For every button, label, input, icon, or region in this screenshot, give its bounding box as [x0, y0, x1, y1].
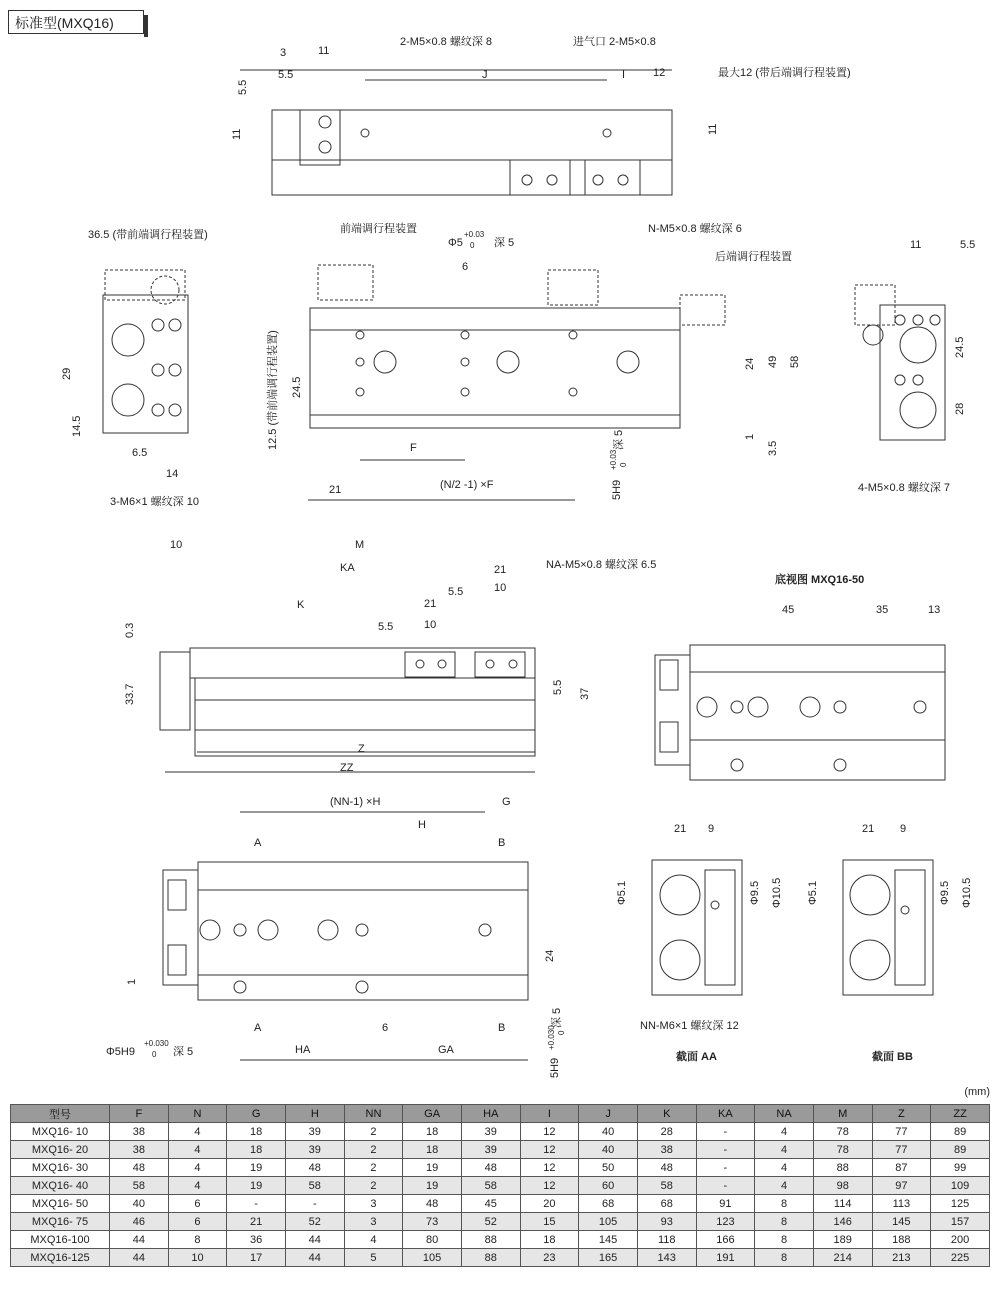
- dim-tolerance: +0.03: [609, 449, 618, 470]
- dim-label: 3.5: [767, 440, 779, 456]
- table-cell: 125: [931, 1195, 990, 1213]
- table-cell: 48: [110, 1159, 169, 1177]
- table-cell: 58: [637, 1177, 696, 1195]
- dim-label: 24: [744, 357, 756, 370]
- table-cell: 23: [520, 1249, 579, 1267]
- table-cell: 48: [637, 1159, 696, 1177]
- table-cell: 38: [637, 1141, 696, 1159]
- dim-label: 45: [782, 604, 795, 616]
- table-cell: 18: [403, 1141, 462, 1159]
- table-cell: 4: [344, 1231, 403, 1249]
- table-cell: 8: [755, 1213, 814, 1231]
- dim-tolerance: 0: [619, 462, 628, 467]
- table-cell: 68: [637, 1195, 696, 1213]
- dim-label: 24.5: [291, 376, 303, 398]
- table-cell: 44: [110, 1249, 169, 1267]
- table-cell: 39: [461, 1123, 520, 1141]
- dim-label: 10: [424, 619, 437, 631]
- model-cell: MXQ16- 40: [11, 1177, 110, 1195]
- table-cell: 146: [813, 1213, 872, 1231]
- table-cell: 93: [637, 1213, 696, 1231]
- table-cell: 2: [344, 1177, 403, 1195]
- table-cell: 12: [520, 1123, 579, 1141]
- table-cell: 12: [520, 1159, 579, 1177]
- dim-label: 5.5: [278, 69, 294, 81]
- table-cell: -: [285, 1195, 344, 1213]
- column-header: ZZ: [931, 1105, 990, 1123]
- table-cell: 39: [461, 1141, 520, 1159]
- table-cell: 77: [872, 1141, 931, 1159]
- table-cell: 10: [168, 1249, 227, 1267]
- dim-label: Z: [358, 743, 365, 755]
- table-cell: 18: [520, 1231, 579, 1249]
- table-cell: 2: [344, 1141, 403, 1159]
- table-cell: 40: [579, 1123, 638, 1141]
- bottom-view-title: 底视图 MXQ16-50: [775, 574, 865, 586]
- bottom-front-view-outline: [163, 812, 528, 1060]
- column-header: M: [813, 1105, 872, 1123]
- table-cell: 78: [813, 1123, 872, 1141]
- table-cell: 87: [872, 1159, 931, 1177]
- table-cell: 88: [461, 1231, 520, 1249]
- dim-label: (N/2 -1) ×F: [440, 479, 494, 491]
- table-cell: 20: [520, 1195, 579, 1213]
- dim-label: 13: [928, 604, 941, 616]
- table-row: [11, 1177, 990, 1195]
- table-cell: 8: [755, 1249, 814, 1267]
- dim-label: 11: [318, 45, 330, 57]
- table-cell: 44: [110, 1231, 169, 1249]
- dim-label: 5.5: [378, 621, 394, 633]
- dim-label: 9: [900, 823, 907, 835]
- table-cell: 19: [403, 1177, 462, 1195]
- dim-label: 10: [170, 539, 183, 551]
- dim-label: 6.5: [132, 447, 148, 459]
- dim-label: 后端调行程装置: [715, 251, 792, 263]
- model-cell: MXQ16- 50: [11, 1195, 110, 1213]
- dim-label: 12: [653, 67, 666, 79]
- dim-label: 11: [707, 123, 719, 135]
- dim-label: Φ10.5: [771, 877, 783, 908]
- table-cell: 200: [931, 1231, 990, 1249]
- table-cell: 4: [755, 1159, 814, 1177]
- dim-label: N-M5×0.8 螺纹深 6: [648, 223, 742, 235]
- table-cell: 52: [285, 1213, 344, 1231]
- table-header-row: [11, 1105, 990, 1123]
- table-cell: 46: [110, 1213, 169, 1231]
- dim-label: 11: [231, 128, 243, 140]
- section-bb-title: 截面 BB: [872, 1051, 913, 1063]
- table-cell: 78: [813, 1141, 872, 1159]
- table-cell: 68: [579, 1195, 638, 1213]
- dim-label: 6: [382, 1022, 389, 1034]
- table-cell: 28: [637, 1123, 696, 1141]
- table-cell: -: [696, 1177, 755, 1195]
- dim-label: 进气口 2-M5×0.8: [573, 36, 656, 48]
- table-cell: 3: [344, 1195, 403, 1213]
- table-cell: 98: [813, 1177, 872, 1195]
- dim-label: GA: [438, 1044, 454, 1056]
- table-cell: 4: [168, 1123, 227, 1141]
- table-cell: 80: [403, 1231, 462, 1249]
- table-cell: 5: [344, 1249, 403, 1267]
- dim-label: 5.5: [552, 679, 564, 695]
- table-row: [11, 1231, 990, 1249]
- dim-label: 5H9: [549, 1057, 561, 1078]
- dim-label: 2-M5×0.8 螺纹深 8: [400, 36, 493, 48]
- table-cell: 77: [872, 1123, 931, 1141]
- table-cell: 38: [110, 1141, 169, 1159]
- table-cell: 44: [285, 1249, 344, 1267]
- table-cell: 88: [813, 1159, 872, 1177]
- table-cell: 40: [110, 1195, 169, 1213]
- table-row: [11, 1195, 990, 1213]
- table-cell: 18: [227, 1141, 286, 1159]
- dim-tolerance: +0.03: [464, 230, 485, 239]
- dim-label: Φ5.1: [616, 880, 628, 905]
- model-cell: MXQ16-100: [11, 1231, 110, 1249]
- model-cell: MXQ16- 20: [11, 1141, 110, 1159]
- dim-label: A: [254, 1022, 262, 1034]
- dim-label: 最大12 (带后端调行程装置): [718, 67, 851, 79]
- dim-label: Φ9.5: [749, 880, 761, 905]
- table-cell: 189: [813, 1231, 872, 1249]
- dim-label: 24: [544, 949, 556, 962]
- column-header: G: [227, 1105, 286, 1123]
- table-cell: 18: [227, 1123, 286, 1141]
- table-cell: 6: [168, 1213, 227, 1231]
- dim-label: 21: [862, 823, 875, 835]
- dim-tolerance: +0.030: [144, 1039, 169, 1048]
- dim-label: 5.5: [237, 79, 249, 95]
- dim-label: 深 5: [173, 1046, 194, 1058]
- table-cell: 19: [227, 1159, 286, 1177]
- table-cell: 3: [344, 1213, 403, 1231]
- table-cell: 38: [110, 1123, 169, 1141]
- table-cell: 19: [227, 1177, 286, 1195]
- dim-label: B: [498, 837, 506, 849]
- dim-label: 3-M6×1 螺纹深 10: [110, 496, 199, 508]
- right-end-view-outline: [855, 285, 945, 440]
- dim-label: H: [418, 819, 426, 831]
- model-cell: MXQ16- 10: [11, 1123, 110, 1141]
- section-bb-outline: [843, 860, 933, 995]
- dim-label: G: [502, 796, 511, 808]
- table-cell: 36: [227, 1231, 286, 1249]
- dim-label: 5H9: [611, 479, 623, 500]
- table-row: [11, 1159, 990, 1177]
- dim-label: 9: [708, 823, 715, 835]
- table-cell: 145: [579, 1231, 638, 1249]
- column-header: Z: [872, 1105, 931, 1123]
- column-header: NA: [755, 1105, 814, 1123]
- table-cell: 4: [168, 1177, 227, 1195]
- table-cell: 4: [755, 1177, 814, 1195]
- left-end-view-outline: [103, 270, 188, 433]
- column-header: N: [168, 1105, 227, 1123]
- dim-label: 14.5: [71, 415, 83, 437]
- table-cell: 45: [461, 1195, 520, 1213]
- dim-label: 37: [579, 687, 591, 700]
- dim-label: 36.5 (带前端调行程装置): [88, 229, 208, 241]
- table-cell: 97: [872, 1177, 931, 1195]
- table-cell: 58: [110, 1177, 169, 1195]
- column-header: KA: [696, 1105, 755, 1123]
- table-cell: 12: [520, 1141, 579, 1159]
- dim-label: 1: [126, 978, 138, 985]
- dim-label: NA-M5×0.8 螺纹深 6.5: [546, 559, 657, 571]
- table-cell: 39: [285, 1123, 344, 1141]
- table-cell: 105: [579, 1213, 638, 1231]
- section-aa-outline: [652, 860, 742, 995]
- dim-label: 21: [424, 598, 437, 610]
- front-view-outline: [308, 265, 725, 500]
- table-cell: 89: [931, 1141, 990, 1159]
- dim-label: 5.5: [960, 239, 976, 251]
- table-cell: 18: [403, 1123, 462, 1141]
- dim-label: F: [410, 442, 417, 454]
- table-cell: 19: [403, 1159, 462, 1177]
- column-header: H: [285, 1105, 344, 1123]
- table-cell: 88: [461, 1249, 520, 1267]
- dim-tolerance: 0: [557, 1030, 566, 1035]
- table-cell: 15: [520, 1213, 579, 1231]
- dim-label: Φ5: [448, 237, 463, 249]
- table-cell: -: [696, 1159, 755, 1177]
- dim-label: 4-M5×0.8 螺纹深 7: [858, 482, 951, 494]
- column-header: I: [520, 1105, 579, 1123]
- dim-label: 28: [954, 402, 966, 415]
- side-view-outline: [160, 648, 535, 772]
- model-cell: MXQ16- 75: [11, 1213, 110, 1231]
- table-cell: 165: [579, 1249, 638, 1267]
- table-cell: -: [696, 1123, 755, 1141]
- table-cell: 6: [168, 1195, 227, 1213]
- bottom-view-outline: [655, 645, 945, 780]
- dim-label: 35: [876, 604, 889, 616]
- table-cell: 118: [637, 1231, 696, 1249]
- column-header: K: [637, 1105, 696, 1123]
- table-cell: 105: [403, 1249, 462, 1267]
- table-cell: 73: [403, 1213, 462, 1231]
- table-cell: 48: [461, 1159, 520, 1177]
- dim-label: Φ5.1: [807, 880, 819, 905]
- table-row: [11, 1213, 990, 1231]
- table-cell: 225: [931, 1249, 990, 1267]
- table-cell: 143: [637, 1249, 696, 1267]
- table-cell: -: [227, 1195, 286, 1213]
- dim-label: NN-M6×1 螺纹深 12: [640, 1020, 739, 1032]
- dim-label: 33.7: [124, 683, 136, 705]
- table-cell: 39: [285, 1141, 344, 1159]
- dim-tolerance: 0: [152, 1050, 157, 1059]
- table-cell: 214: [813, 1249, 872, 1267]
- dim-tolerance: +0.030: [547, 1025, 556, 1050]
- table-cell: 99: [931, 1159, 990, 1177]
- table-cell: 113: [872, 1195, 931, 1213]
- table-cell: 114: [813, 1195, 872, 1213]
- table-cell: 58: [461, 1177, 520, 1195]
- dim-label: 21: [494, 564, 507, 576]
- dim-label: 深 5: [613, 429, 625, 450]
- dim-label: 14: [166, 468, 179, 480]
- table-cell: 48: [403, 1195, 462, 1213]
- table-cell: 48: [285, 1159, 344, 1177]
- table-cell: 145: [872, 1213, 931, 1231]
- model-cell: MXQ16-125: [11, 1249, 110, 1267]
- dim-label: I: [622, 69, 626, 81]
- table-cell: 40: [579, 1141, 638, 1159]
- table-cell: 91: [696, 1195, 755, 1213]
- dim-label: 10: [494, 582, 507, 594]
- dim-tolerance: 0: [470, 241, 475, 250]
- table-cell: 8: [755, 1231, 814, 1249]
- dim-label: 21: [329, 484, 342, 496]
- dim-label: HA: [295, 1044, 311, 1056]
- dim-label: 深 5: [551, 1007, 563, 1028]
- table-cell: -: [696, 1141, 755, 1159]
- table-cell: 60: [579, 1177, 638, 1195]
- dim-label: J: [482, 69, 488, 81]
- dim-label: K: [297, 599, 305, 611]
- dim-label: B: [498, 1022, 506, 1034]
- table-cell: 4: [168, 1141, 227, 1159]
- dim-label: M: [355, 539, 365, 551]
- table-cell: 58: [285, 1177, 344, 1195]
- dim-label: 49: [767, 355, 779, 368]
- dim-label: ZZ: [340, 762, 354, 774]
- dim-label: Φ9.5: [939, 880, 951, 905]
- column-header: GA: [403, 1105, 462, 1123]
- table-row: [11, 1249, 990, 1267]
- table-cell: 8: [168, 1231, 227, 1249]
- table-row: [11, 1123, 990, 1141]
- table-cell: 123: [696, 1213, 755, 1231]
- table-row: [11, 1141, 990, 1159]
- table-cell: 8: [755, 1195, 814, 1213]
- dim-label: Φ10.5: [961, 877, 973, 908]
- dim-label: 1: [744, 433, 756, 440]
- column-header: HA: [461, 1105, 520, 1123]
- table-cell: 166: [696, 1231, 755, 1249]
- column-header: F: [110, 1105, 169, 1123]
- dim-label: 5.5: [448, 586, 464, 598]
- table-cell: 4: [168, 1159, 227, 1177]
- dim-label: (NN-1) ×H: [330, 796, 381, 808]
- page-title: 标准型(MXQ16): [8, 10, 144, 34]
- table-cell: 89: [931, 1123, 990, 1141]
- dim-label: 12.5 (带前端调行程装置): [267, 330, 279, 450]
- table-cell: 17: [227, 1249, 286, 1267]
- dim-label: KA: [340, 562, 355, 574]
- table-cell: 191: [696, 1249, 755, 1267]
- table-cell: 4: [755, 1123, 814, 1141]
- dim-label: Φ5H9: [106, 1046, 135, 1058]
- table-cell: 2: [344, 1123, 403, 1141]
- column-header: NN: [344, 1105, 403, 1123]
- table-cell: 157: [931, 1213, 990, 1231]
- table-cell: 213: [872, 1249, 931, 1267]
- table-cell: 50: [579, 1159, 638, 1177]
- dim-label: 11: [910, 239, 922, 251]
- dim-label: 58: [789, 355, 801, 368]
- unit-label: (mm): [964, 1086, 990, 1098]
- table-cell: 4: [755, 1141, 814, 1159]
- section-aa-title: 截面 AA: [676, 1051, 717, 1063]
- table-cell: 44: [285, 1231, 344, 1249]
- table-cell: 12: [520, 1177, 579, 1195]
- table-cell: 109: [931, 1177, 990, 1195]
- dim-label: 前端调行程装置: [340, 223, 417, 235]
- table-cell: 2: [344, 1159, 403, 1177]
- dim-label: 21: [674, 823, 687, 835]
- dim-label: 3: [280, 47, 287, 59]
- table-cell: 52: [461, 1213, 520, 1231]
- dim-label: A: [254, 837, 262, 849]
- column-header: J: [579, 1105, 638, 1123]
- dim-label: 6: [462, 261, 469, 273]
- spec-table: [10, 1104, 990, 1267]
- table-cell: 188: [872, 1231, 931, 1249]
- dim-label: 深 5: [494, 237, 515, 249]
- dim-label: 24.5: [954, 336, 966, 358]
- dim-label: 0.3: [124, 622, 136, 638]
- table-cell: 21: [227, 1213, 286, 1231]
- dim-label: 29: [61, 367, 73, 380]
- column-header: 型号: [11, 1105, 110, 1123]
- model-cell: MXQ16- 30: [11, 1159, 110, 1177]
